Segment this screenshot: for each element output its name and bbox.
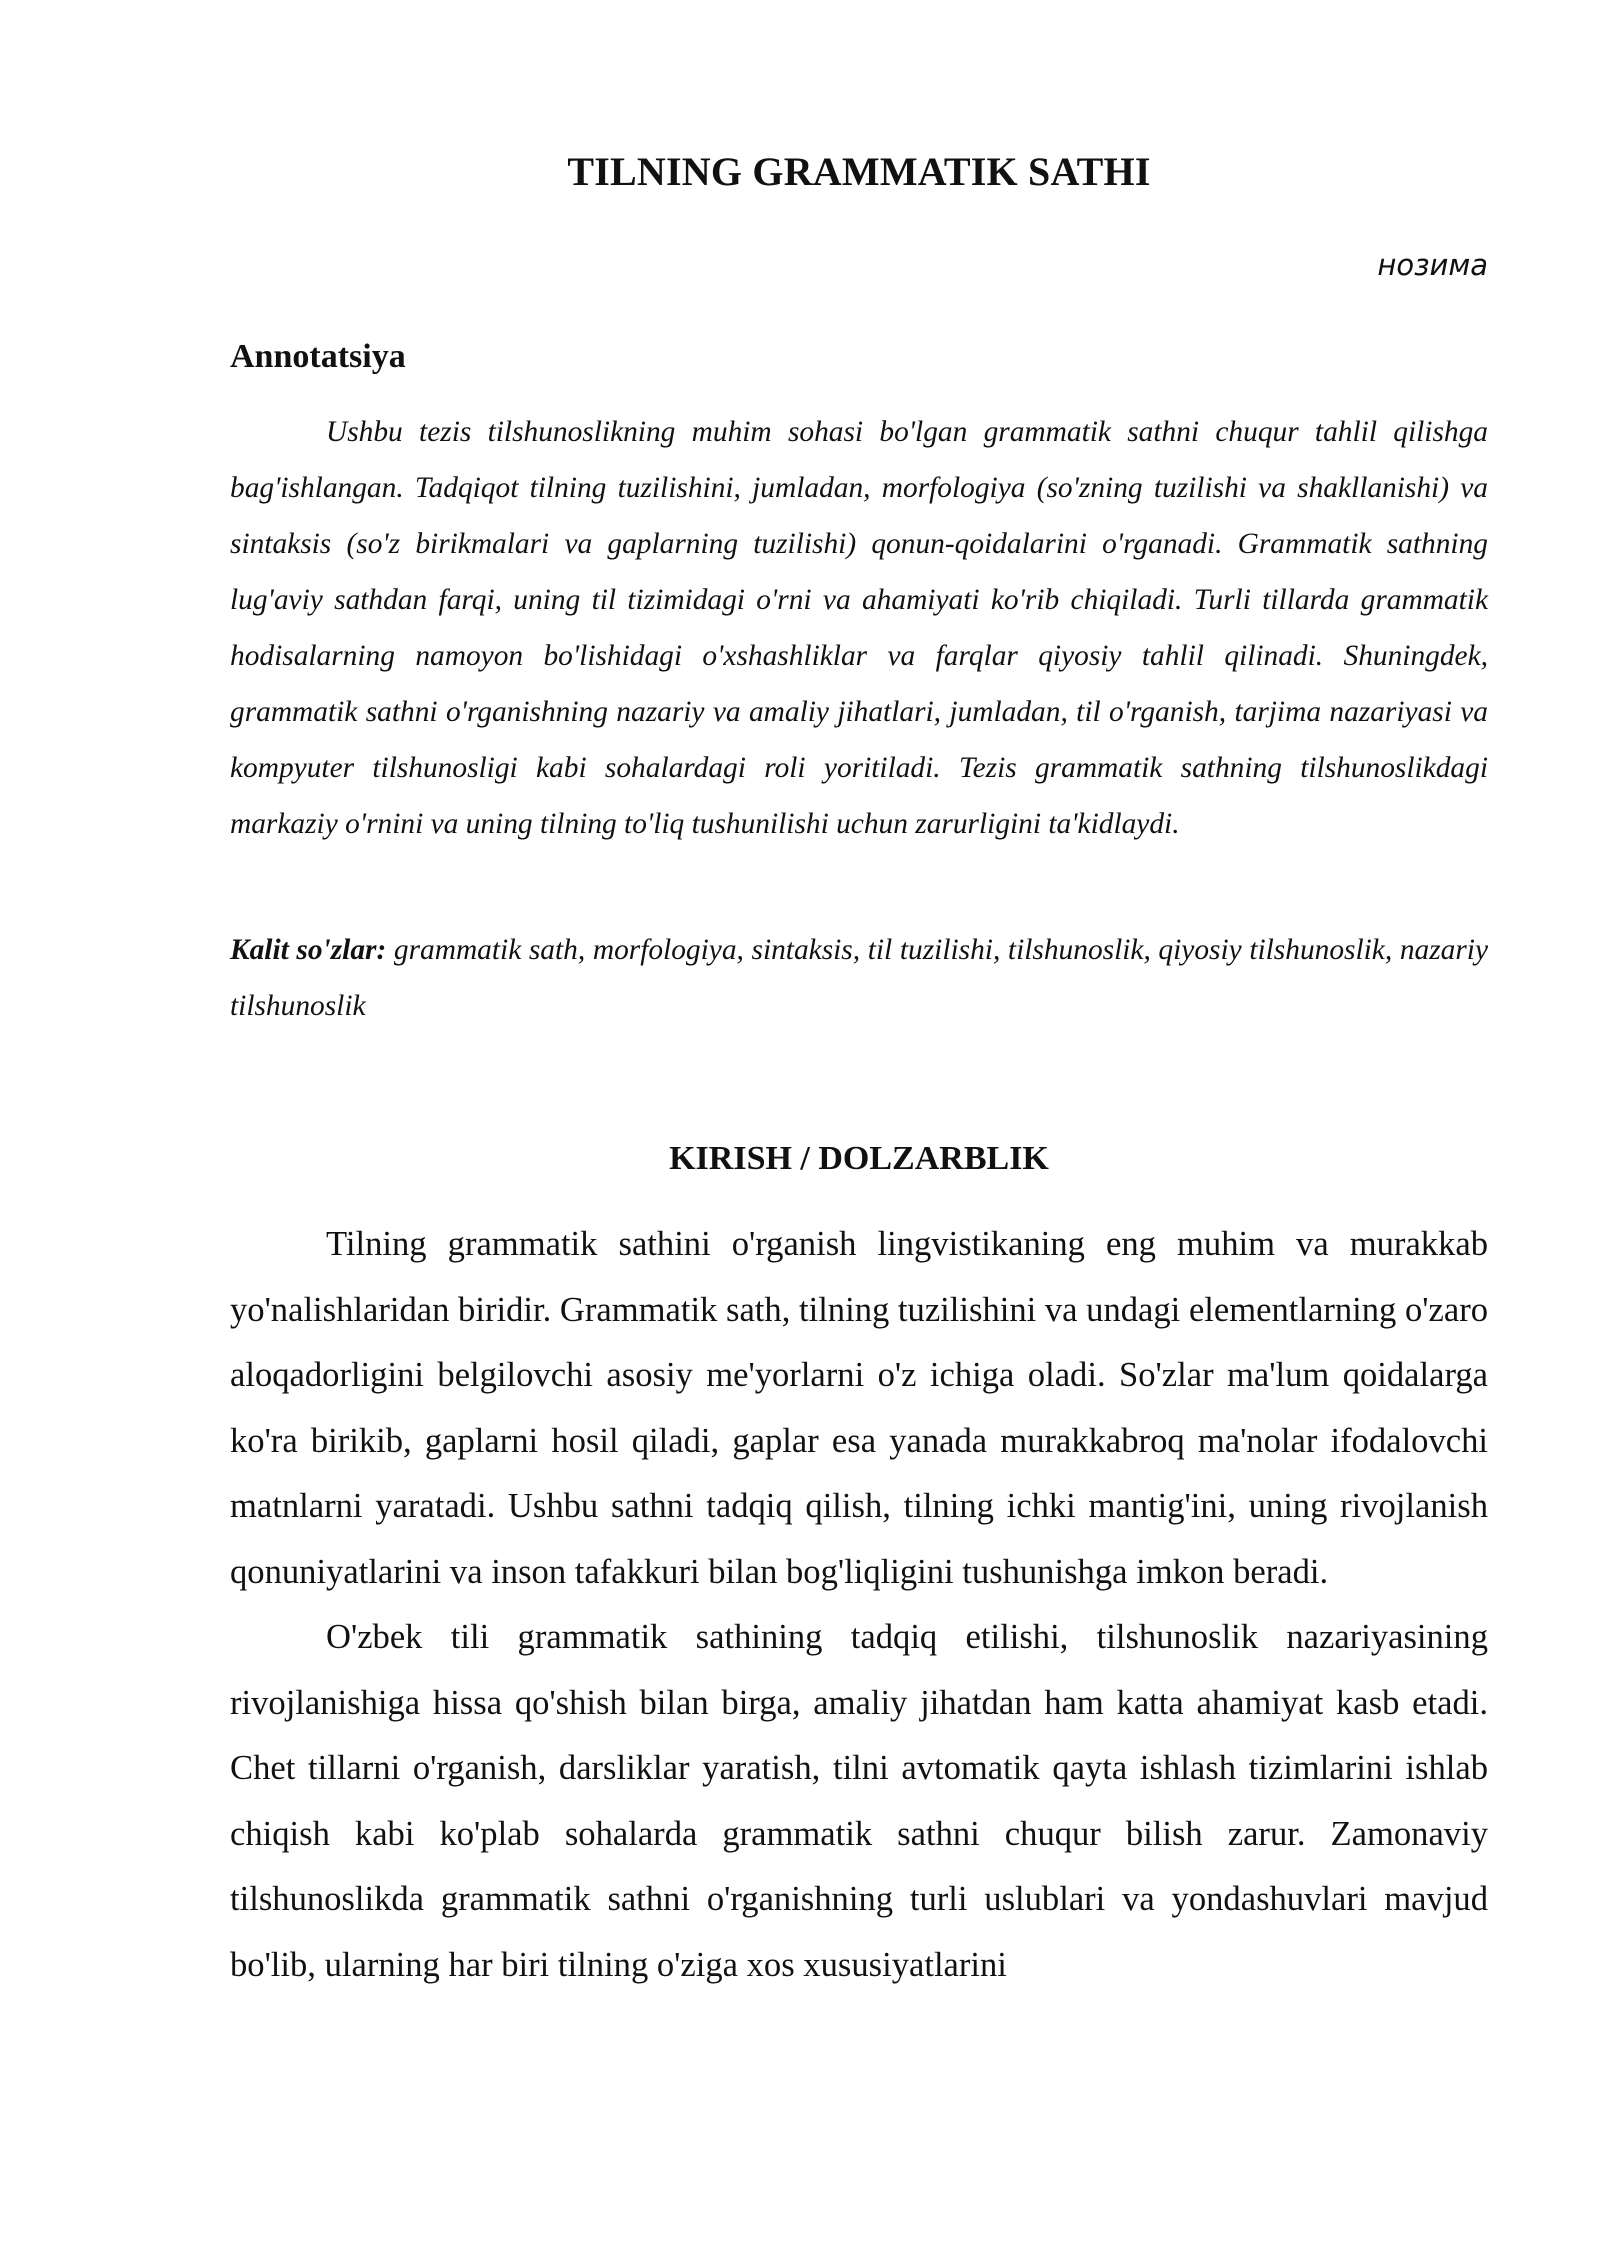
body-paragraph: O'zbek tili grammatik sathining tadqiq etilishi, tilshunoslik nazariyasining rivojlanishiga hissa qo'shish bilan birga, amaliy jihatdan ham katta ahamiyat kasb etadi. Chet tillarni o'rganish, darsliklar yaratish, tilni avtomatik qayta ishlash tizimlarini ishlab chiqish kabi ko'plab sohalarda grammatik sathni chuqur bilish zarur. Zamonaviy tilshunoslikda grammatik sathni o'rganishning turli uslublari va yondashuvlari mavjud bo'lib, ularning har biri tilning o'ziga xos xususiyatlarini <box>230 1618 1488 1984</box>
keywords-list: grammatik sath, morfologiya, sintaksis, til tuzilishi, tilshunoslik, qiyosiy tilshunoslik, nazariy tilshunoslik <box>230 934 1488 1022</box>
abstract-text: Ushbu tezis tilshunoslikning muhim sohasi bo'lgan grammatik sathni chuqur tahlil qilishga bag'ishlangan. Tadqiqot tilning tuzilishini, jumladan, morfologiya (so'zning tuzilishi va shakllanishi) va sintaksis (so'z birikmalari va gaplarning tuzilishi) qonun-qoidalarini o'rganadi. Grammatik sathning lug'aviy sathdan farqi, uning til tizimidagi o'rni va ahamiyati ko'rib chiqiladi. Turli tillarda grammatik hodisalarning namoyon bo'lishidagi o'xshashliklar va farqlar qiyosiy tahlil qilinadi. Shuningdek, grammatik sathni o'rganishning nazariy va amaliy jihatlari, jumladan, til o'rganish, tarjima nazariyasi va kompyuter tilshunosligi kabi sohalardagi roli yoritiladi. Tezis grammatik sathning tilshunoslikdagi markaziy o'rnini va uning tilning to'liq tushunilishi uchun zarurligini ta'kidlaydi. <box>230 416 1488 840</box>
body-text <box>230 1212 1488 1998</box>
section-heading: KIRISH / DOLZARBLIK <box>669 1140 1049 1177</box>
document-title: TILNING GRAMMATIK SATHI <box>567 149 1151 194</box>
body-paragraph: Tilning grammatik sathini o'rganish lingvistikaning eng muhim va murakkab yo'nalishlaridan biridir. Grammatik sath, tilning tuzilishini va undagi elementlarning o'zaro aloqadorligini belgilovchi asosiy me'yorlarni o'z ichiga oladi. So'zlar ma'lum qoidalarga ko'ra birikib, gaplarni hosil qiladi, gaplar esa yanada murakkabroq ma'nolar ifodalovchi matnlarni yaratadi. Ushbu sathni tadqiq qilish, tilning ichki mantig'ini, uning rivojlanish qonuniyatlarini va inson tafakkuri bilan bog'liqligini tushunishga imkon beradi. <box>230 1225 1488 1591</box>
keywords-label: Kalit so'zlar: <box>230 934 387 966</box>
keywords-block <box>230 922 1488 1034</box>
author-name: нозима <box>1377 248 1488 282</box>
annotation-heading: Annotatsiya <box>230 338 406 375</box>
